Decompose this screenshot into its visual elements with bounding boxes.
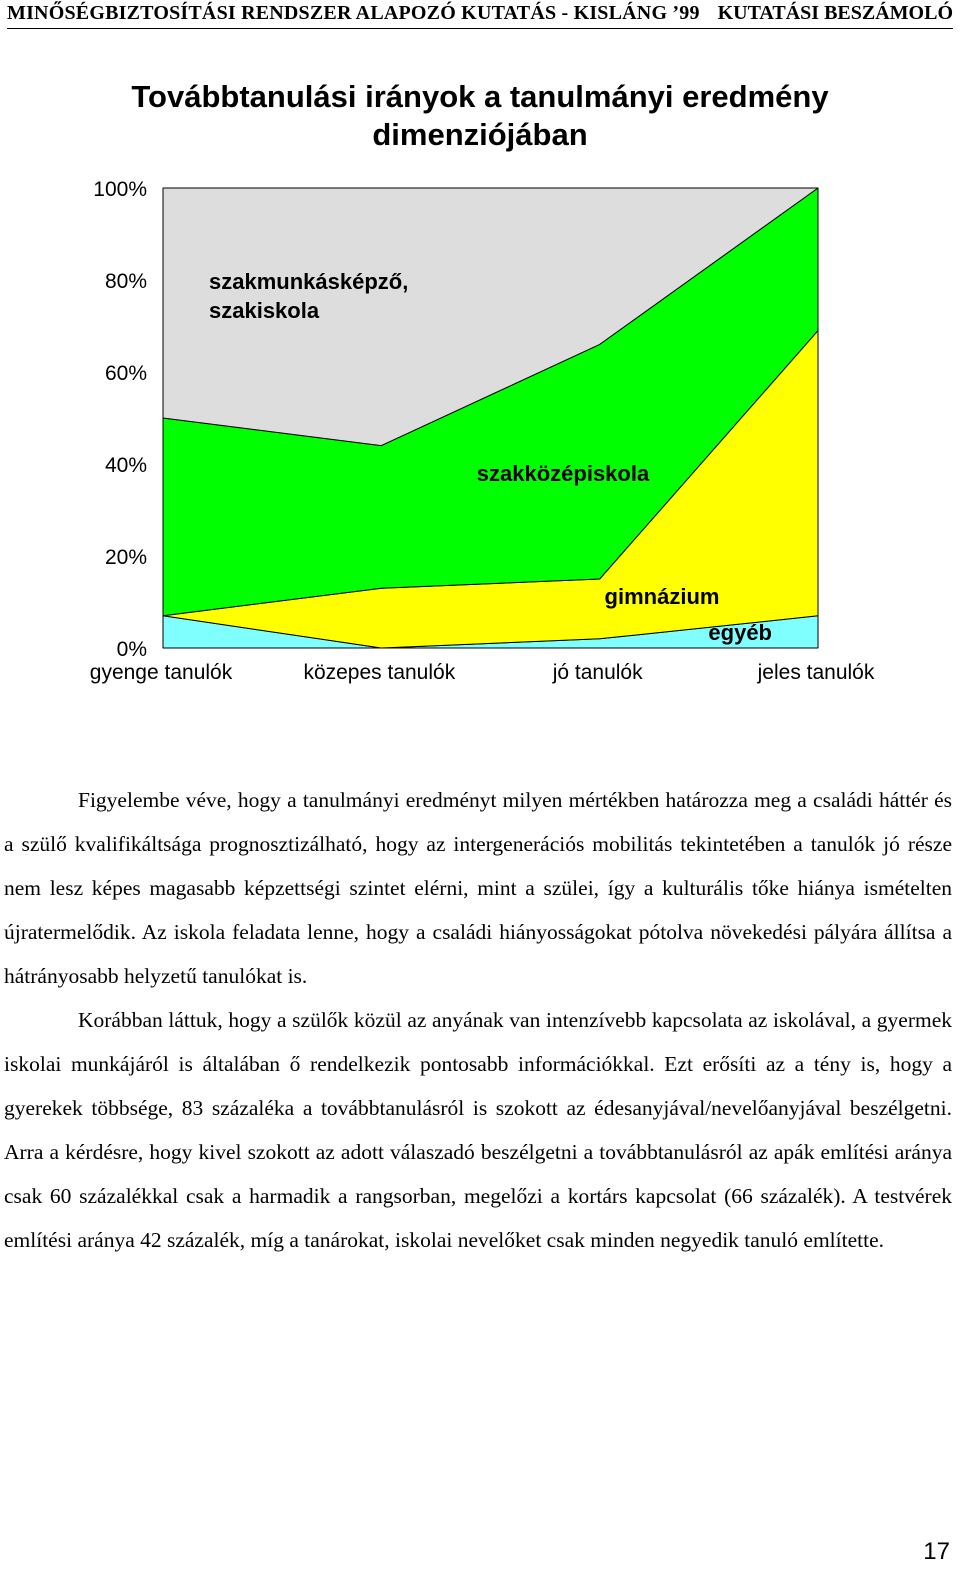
header-left-title: MINŐSÉGBIZTOSÍTÁSI RENDSZER ALAPOZÓ KUTATÁS - KISLÁNG ’99 <box>7 2 700 24</box>
x-tick-label: jeles tanulók <box>757 661 875 684</box>
chart-title: Továbbtanulási irányok a tanulmányi eredmény dimenziójában <box>131 79 829 152</box>
y-axis-tick-labels <box>93 178 147 661</box>
series-label-szakmunkaskepzo-szakiskola: szakmunkásképző, szakiskola <box>209 269 409 323</box>
y-tick-label: 60% <box>104 362 147 385</box>
x-tick-label: közepes tanulók <box>303 661 456 684</box>
paragraph-2: Korábban láttuk, hogy a szülők közül az anyának van intenzívebb kapcsolata az iskolával, a gyermek iskolai munkájáról is általában ő rendelkezik pontosabb információkkal. Ezt erősíti az a tény is, hogy a gyerekek többsége, 83 százaléka a továbbtanulásról is szokott az édesanyjával/nevelőanyjával beszélgetni. Arra a kérdésre, hogy kivel szokott az adott válaszadó beszélgetni a továbbtanulásról az apák említési aránya csak 60 százalékkal csak a harmadik a rangsorban, megelőzi a kortárs kapcsolat (66 százalék). A testvérek említési aránya 42 százalék, míg a tanárokat, iskolai nevelőket csak minden negyedik tanuló említette. <box>4 1008 952 1252</box>
x-tick-label: jó tanulók <box>552 661 643 684</box>
page-number: 17 <box>923 1538 950 1565</box>
series-label-egyeb: egyéb <box>708 620 772 645</box>
y-tick-label: 0% <box>116 638 147 661</box>
series-label-gimnazium: gimnázium <box>604 584 720 609</box>
body-text <box>4 778 952 1262</box>
series-label-szakkozepiskola: szakközépiskola <box>476 461 650 486</box>
y-tick-label: 80% <box>104 270 147 293</box>
y-tick-label: 20% <box>104 546 147 569</box>
y-tick-label: 100% <box>93 178 147 201</box>
area-chart <box>0 0 960 700</box>
paragraph-1: Figyelembe véve, hogy a tanulmányi eredményt milyen mértékben határozza meg a családi háttér és a szülő kvalifikáltsága prognosztizálható, hogy az intergenerációs mobilitás tekintetében a tanulók jó része nem lesz képes magasabb képzettségi szintet elérni, mint a szülei, így a kulturális tőke hiánya ismételten újratermelődik. Az iskola feladata lenne, hogy a családi hiányosságokat pótolva növekedési pályára állítsa a hátrányosabb helyzetű tanulókat is. <box>4 788 952 988</box>
header-right-title: KUTATÁSI BESZÁMOLÓ <box>717 2 953 24</box>
area-layers <box>163 188 818 648</box>
x-axis-tick-labels <box>90 661 875 684</box>
y-tick-label: 40% <box>104 454 147 477</box>
x-tick-label: gyenge tanulók <box>89 661 233 684</box>
